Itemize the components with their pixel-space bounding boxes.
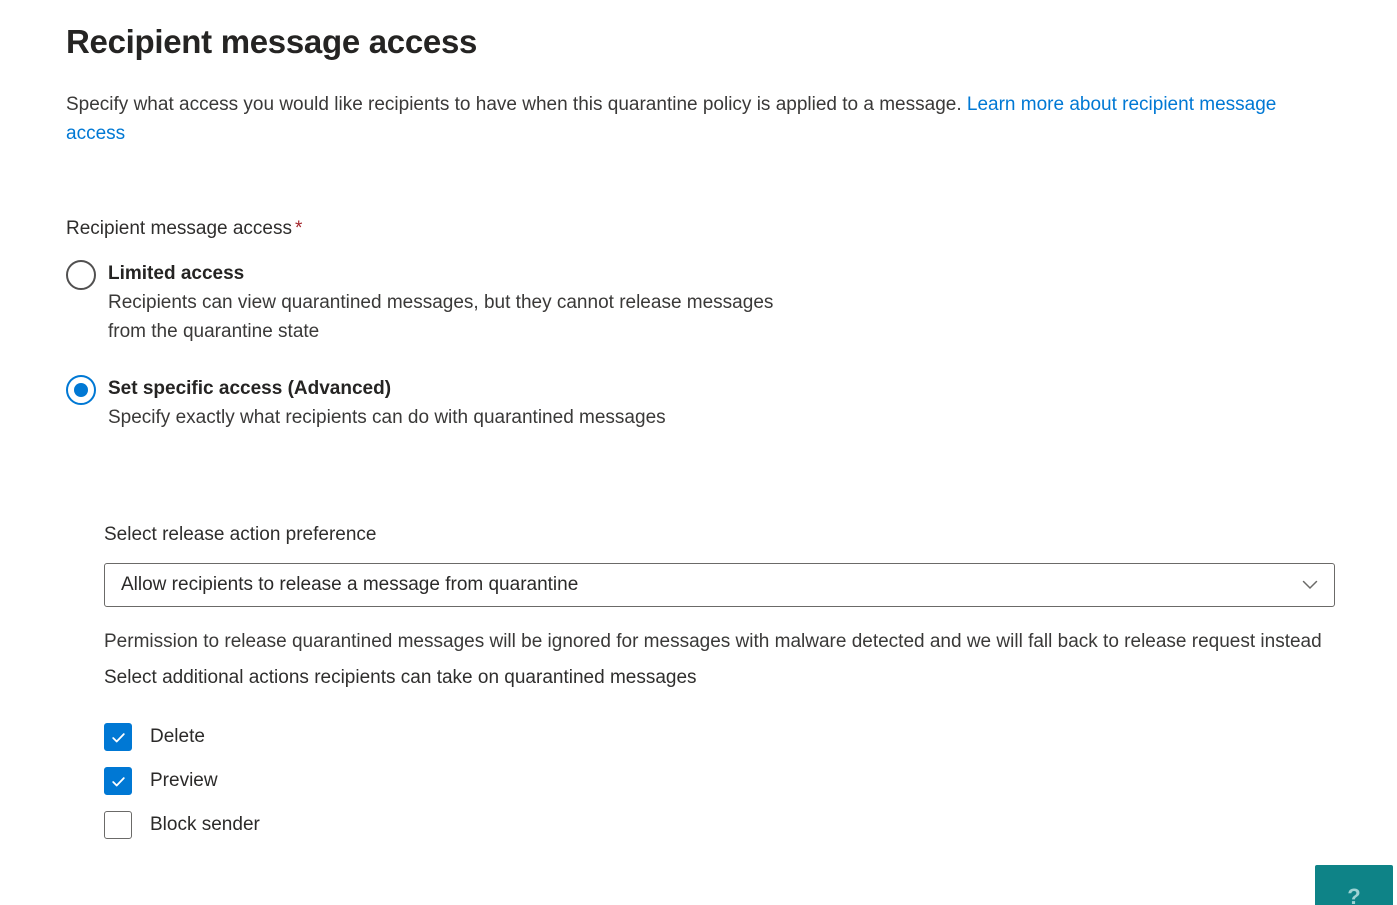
page-title: Recipient message access bbox=[66, 23, 478, 60]
chevron-down-icon bbox=[1302, 580, 1318, 590]
checkbox-label-block-sender: Block sender bbox=[150, 814, 260, 835]
radio-label-limited-access: Limited access bbox=[108, 263, 245, 284]
description-text: Specify what access you would like recipients to have when this quarantine policy is applied to a message. bbox=[66, 94, 962, 115]
checkbox-row-block-sender[interactable] bbox=[104, 811, 1397, 839]
checkbox-row-preview[interactable] bbox=[104, 767, 1397, 795]
required-asterisk: * bbox=[295, 218, 303, 239]
question-mark-icon: ? bbox=[1347, 884, 1361, 905]
radio-unselected-icon[interactable] bbox=[66, 260, 96, 290]
release-action-label: Select release action preference bbox=[104, 524, 377, 545]
additional-actions-label: Select additional actions recipients can take on quarantined messages bbox=[104, 667, 697, 688]
checkbox-row-delete[interactable] bbox=[104, 723, 1397, 751]
radio-option-limited-access[interactable] bbox=[66, 259, 1397, 346]
access-field-label-text: Recipient message access bbox=[66, 218, 292, 239]
learn-more-link[interactable]: Learn more about recipient message access bbox=[66, 94, 1277, 144]
radio-option-limited-access-text bbox=[108, 259, 798, 346]
release-permission-note: Permission to release quarantined messages will be ignored for messages with malware detected and we will fall back to release request instead bbox=[104, 631, 1322, 652]
radio-description-set-specific-access: Specify exactly what recipients can do with quarantined messages bbox=[108, 407, 666, 428]
checkbox-unchecked-icon[interactable] bbox=[104, 811, 132, 839]
checkbox-label-delete: Delete bbox=[150, 726, 205, 747]
release-action-dropdown[interactable] bbox=[104, 563, 1335, 607]
radio-option-set-specific-access-text bbox=[108, 374, 666, 432]
page-description bbox=[66, 90, 1336, 148]
recipient-message-access-panel bbox=[66, 0, 1397, 839]
advanced-access-section bbox=[104, 520, 1397, 839]
release-action-selected-value: Allow recipients to release a message from quarantine bbox=[121, 574, 579, 595]
radio-selected-icon[interactable] bbox=[66, 375, 96, 405]
checkbox-checked-icon[interactable] bbox=[104, 723, 132, 751]
checkbox-checked-icon[interactable] bbox=[104, 767, 132, 795]
radio-description-limited-access: Recipients can view quarantined messages, but they cannot release messages from the quarantine state bbox=[108, 292, 774, 342]
access-field-label bbox=[66, 214, 1397, 243]
radio-option-set-specific-access[interactable] bbox=[66, 374, 1397, 432]
help-button[interactable] bbox=[1315, 865, 1393, 905]
radio-label-set-specific-access: Set specific access (Advanced) bbox=[108, 378, 392, 399]
checkbox-label-preview: Preview bbox=[150, 770, 218, 791]
